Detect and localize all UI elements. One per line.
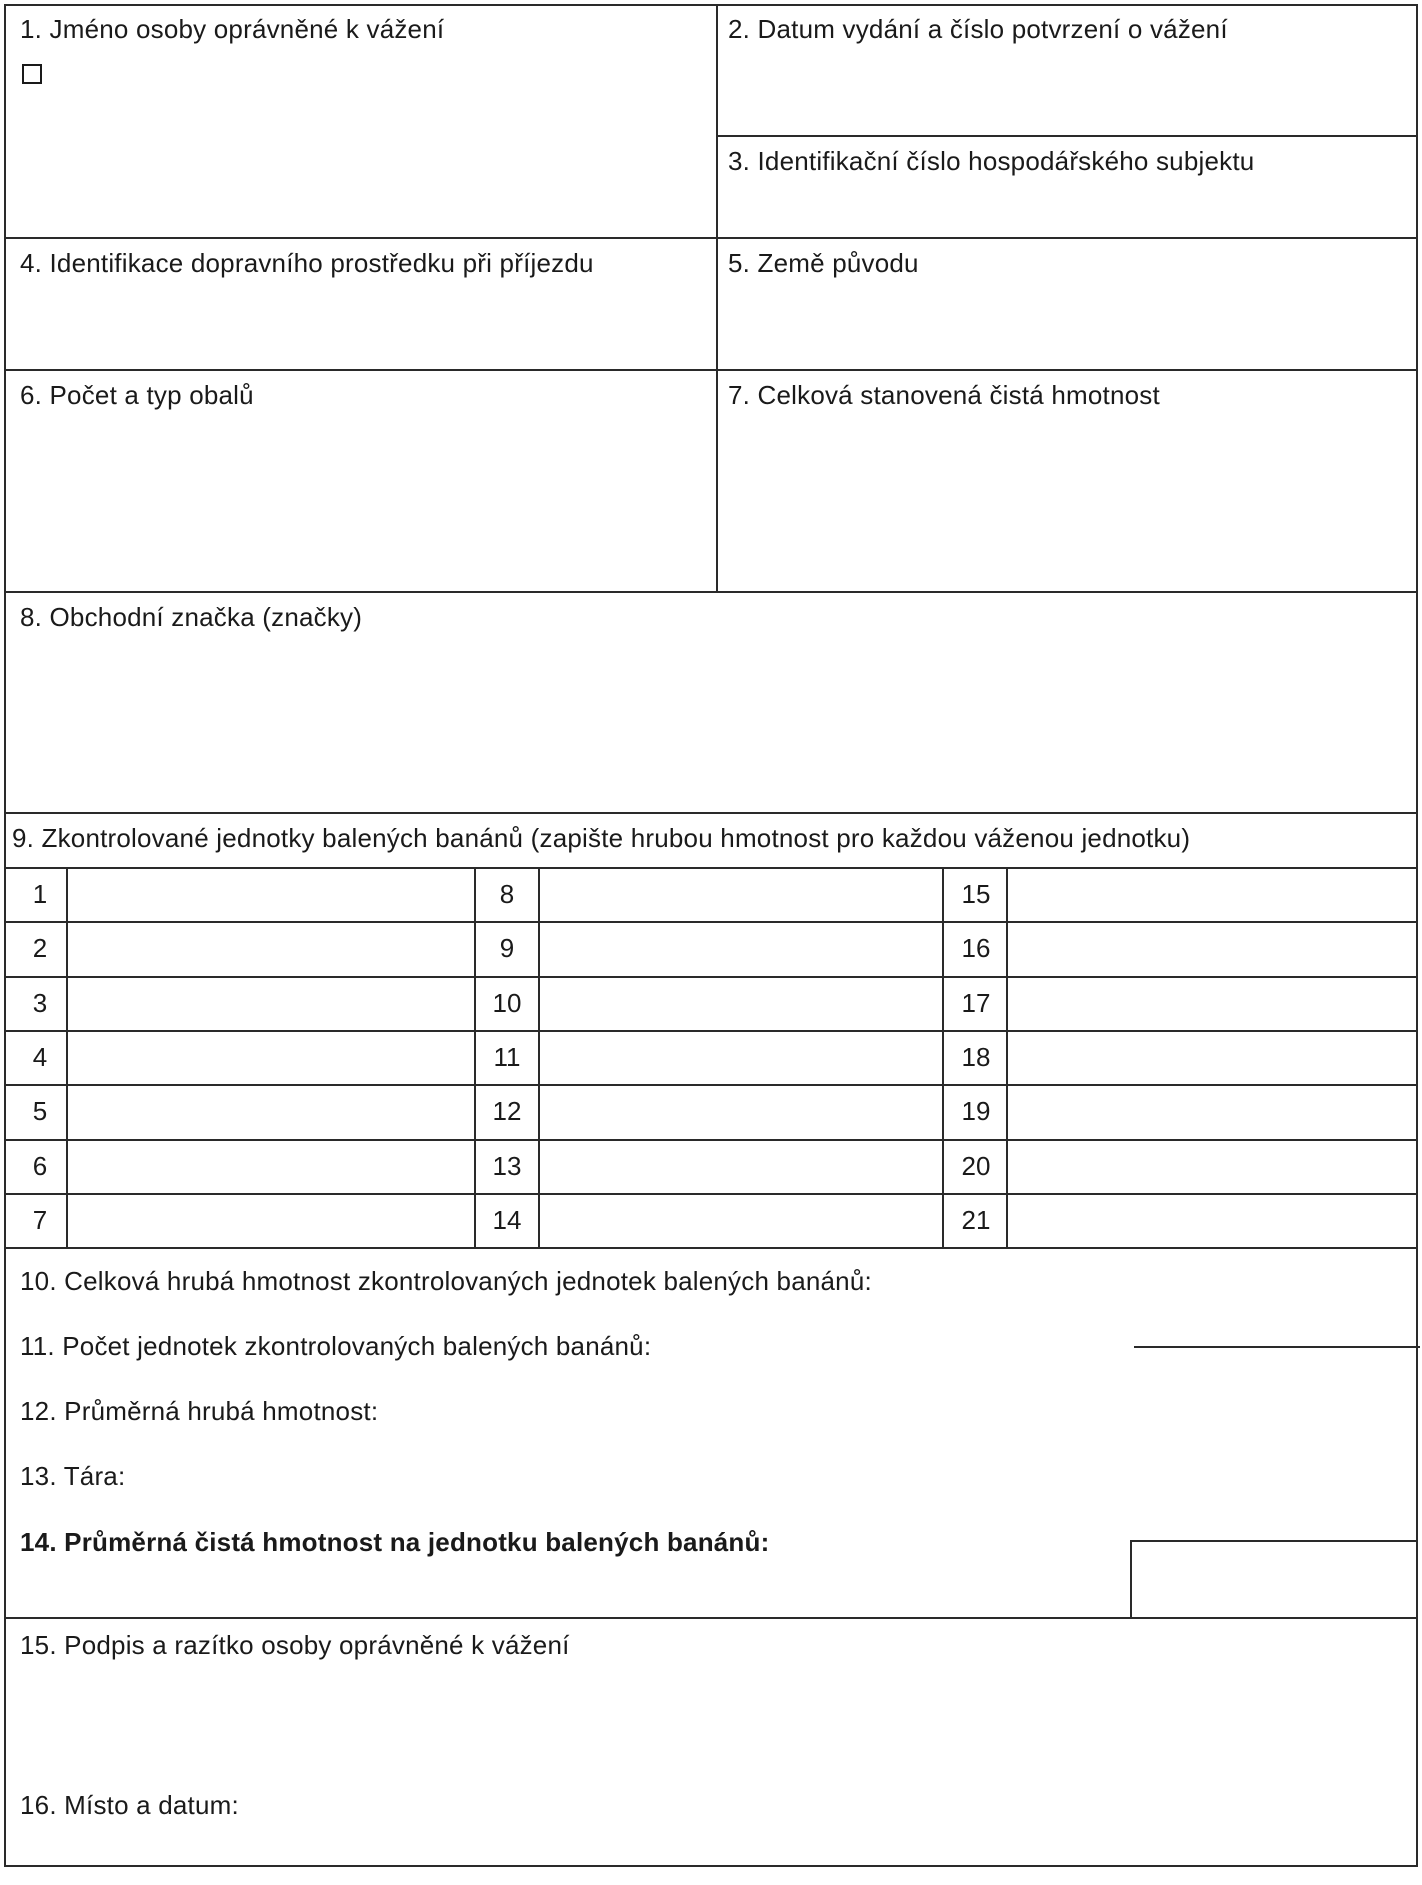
grid-weight-input[interactable]	[542, 1034, 940, 1080]
field-1-label: 1. Jméno osoby oprávněné k vážení	[20, 14, 445, 44]
field-16-label: 16. Místo a datum:	[20, 1790, 239, 1820]
grid-row-separator	[4, 1139, 1418, 1141]
divider-row1	[4, 237, 1418, 239]
grid-weight-input[interactable]	[1010, 871, 1412, 917]
border-top	[4, 4, 1418, 6]
grid-unit-number: 6	[32, 1151, 48, 1181]
field-4-label: 4. Identifikace dopravního prostředku při příjezdu	[20, 248, 594, 278]
grid-unit-number: 9	[499, 933, 515, 963]
grid-weight-input[interactable]	[1010, 1088, 1412, 1134]
grid-weight-input[interactable]	[1010, 1143, 1412, 1189]
divider-row2	[4, 369, 1418, 371]
grid-row-separator	[4, 1193, 1418, 1195]
grid-unit-number: 5	[32, 1096, 48, 1126]
grid-weight-input[interactable]	[70, 1034, 472, 1080]
grid-row-separator	[4, 1084, 1418, 1086]
grid-unit-number: 20	[961, 1151, 991, 1181]
grid-unit-number: 3	[32, 988, 48, 1018]
grid-unit-number: 7	[32, 1205, 48, 1235]
grid-weight-input[interactable]	[542, 925, 940, 971]
grid-weight-input[interactable]	[542, 980, 940, 1026]
grid-weight-input[interactable]	[542, 1197, 940, 1243]
field-14-input[interactable]	[1134, 1544, 1414, 1616]
grid-unit-number: 21	[961, 1205, 991, 1235]
divider-f2-f3	[716, 135, 1418, 137]
field-11-label: 11. Počet jednotek zkontrolovaných balených banánů:	[20, 1331, 652, 1361]
grid-unit-number: 14	[492, 1205, 522, 1235]
grid-unit-number: 15	[961, 879, 991, 909]
grid-weight-input[interactable]	[70, 980, 472, 1026]
mid-divider	[716, 4, 718, 593]
field-8-label: 8. Obchodní značka (značky)	[20, 602, 363, 632]
divider-grid-bottom	[4, 1247, 1418, 1249]
divider-grid-top	[4, 867, 1418, 869]
field-10-label: 10. Celková hrubá hmotnost zkontrolovaných jednotek balených banánů:	[20, 1266, 872, 1296]
grid-weight-input[interactable]	[1010, 925, 1412, 971]
field-7-label: 7. Celková stanovená čistá hmotnost	[728, 380, 1160, 410]
field-13-label: 13. Tára:	[20, 1461, 126, 1491]
grid-column-separator	[942, 867, 944, 1247]
grid-weight-input[interactable]	[70, 1197, 472, 1243]
grid-weight-input[interactable]	[542, 1143, 940, 1189]
grid-unit-number: 11	[493, 1042, 521, 1072]
field-14-box-top	[1130, 1540, 1418, 1542]
field-6-label: 6. Počet a typ obalů	[20, 380, 254, 410]
grid-unit-number: 13	[492, 1151, 522, 1181]
divider-f14-f15	[4, 1617, 1418, 1619]
checkbox-field-1[interactable]	[22, 64, 42, 84]
grid-column-separator	[538, 867, 540, 1247]
field-15-label: 15. Podpis a razítko osoby oprávněné k vážení	[20, 1630, 570, 1660]
field-11-underline	[1134, 1346, 1420, 1348]
grid-unit-number: 8	[499, 879, 515, 909]
grid-weight-input[interactable]	[1010, 1034, 1412, 1080]
field-9-label: 9. Zkontrolované jednotky balených banánů (zapište hrubou hmotnost pro každou váženou jednotku)	[12, 823, 1191, 853]
grid-row-separator	[4, 921, 1418, 923]
grid-weight-input[interactable]	[70, 1143, 472, 1189]
grid-weight-input[interactable]	[542, 871, 940, 917]
field-5-label: 5. Země původu	[728, 248, 919, 278]
border-right	[1416, 4, 1418, 1867]
field-14-label: 14. Průměrná čistá hmotnost na jednotku balených banánů:	[20, 1527, 770, 1557]
grid-weight-input[interactable]	[1010, 980, 1412, 1026]
grid-weight-input[interactable]	[542, 1088, 940, 1134]
grid-row-separator	[4, 1030, 1418, 1032]
field-3-label: 3. Identifikační číslo hospodářského subjektu	[728, 146, 1255, 176]
grid-unit-number: 17	[961, 988, 991, 1018]
grid-weight-input[interactable]	[1010, 1197, 1412, 1243]
field-12-label: 12. Průměrná hrubá hmotnost:	[20, 1396, 379, 1426]
field-14-box-left	[1130, 1540, 1132, 1618]
grid-unit-number: 19	[961, 1096, 991, 1126]
grid-weight-input[interactable]	[70, 871, 472, 917]
grid-column-separator	[1006, 867, 1008, 1247]
grid-unit-number: 12	[492, 1096, 522, 1126]
divider-row4	[4, 812, 1418, 814]
grid-unit-number: 18	[961, 1042, 991, 1072]
border-left	[4, 4, 6, 1867]
grid-unit-number: 2	[32, 933, 48, 963]
grid-column-separator	[474, 867, 476, 1247]
field-2-label: 2. Datum vydání a číslo potvrzení o vážení	[728, 14, 1228, 44]
grid-weight-input[interactable]	[70, 925, 472, 971]
grid-unit-number: 16	[961, 933, 991, 963]
grid-unit-number: 4	[32, 1042, 48, 1072]
divider-row3	[4, 591, 1418, 593]
grid-row-separator	[4, 976, 1418, 978]
border-bottom	[4, 1865, 1418, 1867]
grid-weight-input[interactable]	[70, 1088, 472, 1134]
grid-unit-number: 10	[492, 988, 522, 1018]
grid-unit-number: 1	[32, 879, 48, 909]
